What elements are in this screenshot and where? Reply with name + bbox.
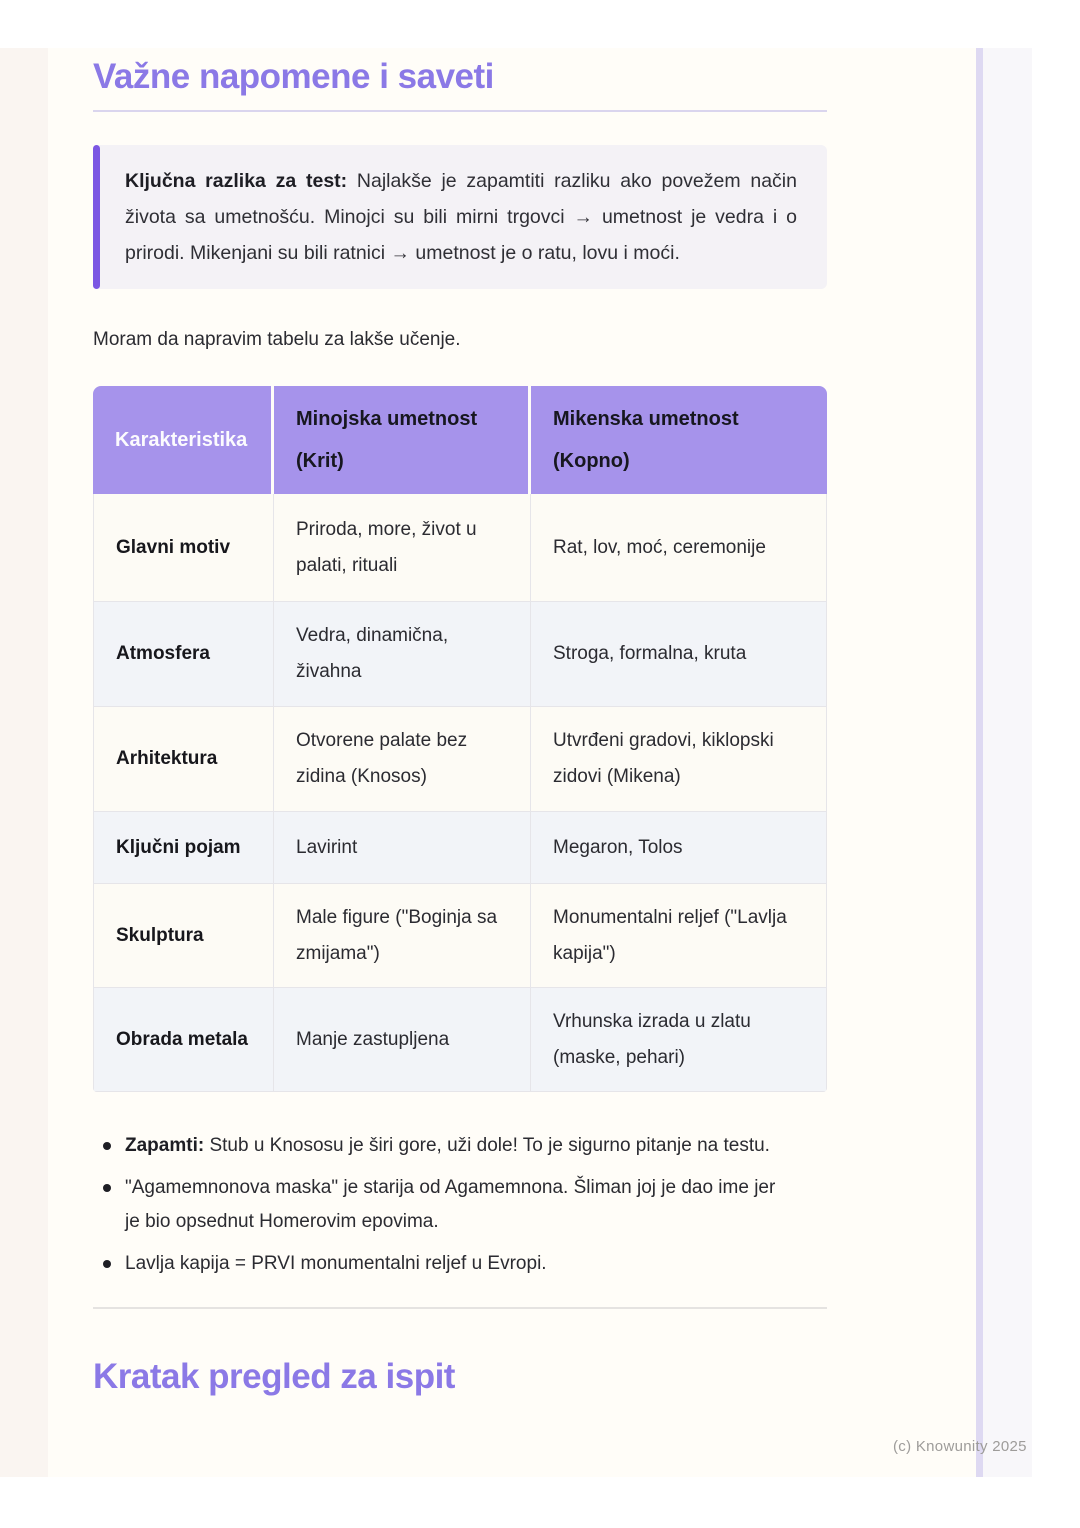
page-content [93, 48, 827, 1397]
header-sublabel: (Kopno) [553, 450, 630, 472]
page-edge-line [976, 48, 983, 1477]
table-cell-minoan: Vedra, dinamična, živahna [274, 602, 531, 707]
list-item [93, 1171, 787, 1239]
table-cell-feature: Arhitektura [93, 707, 274, 812]
header-sublabel: (Krit) [296, 450, 344, 472]
header-label: Mikenska umetnost [553, 408, 739, 430]
table-row [93, 988, 827, 1092]
table-row [93, 812, 827, 884]
notes-list [93, 1129, 827, 1281]
table-cell-mycenaean: Vrhunska izrada u zlatu (maske, pehari) [531, 988, 827, 1092]
table-row [93, 494, 827, 602]
callout-body: Najlakše je zapamtiti razliku ako povežem način života sa umetnošću. Minojci su bili mirni trgovci → umetnost je vedra i o prirodi. Mikenjani su bili ratnici → umetnost je o ratu, lovu i moći. [125, 170, 797, 264]
list-item-text: "Agamemnonova maska" je starija od Agamemnona. Šliman joj je dao ime jer je bio opsednut Homerovim epovima. [125, 1177, 776, 1232]
list-item-text: Lavlja kapija = PRVI monumentalni reljef u Evropi. [125, 1253, 547, 1274]
table-cell-mycenaean: Megaron, Tolos [531, 812, 827, 884]
bullet-icon [103, 1260, 111, 1268]
list-item [93, 1247, 787, 1281]
page-left-shade [0, 48, 48, 1477]
comparison-table-wrapper [93, 386, 827, 1092]
table-cell-minoan: Male figure ("Boginja sa zmijama") [274, 884, 531, 988]
callout-box [93, 145, 827, 289]
table-cell-feature: Glavni motiv [93, 494, 274, 602]
section-divider [93, 1307, 827, 1309]
table-header-row [93, 386, 827, 494]
table-cell-minoan: Manje zastupljena [274, 988, 531, 1092]
callout-label: Ključna razlika za test: [125, 170, 348, 192]
header-label: Karakteristika [115, 429, 248, 451]
table-cell-feature: Atmosfera [93, 602, 274, 707]
table-cell-feature: Ključni pojam [93, 812, 274, 884]
table-cell-feature: Skulptura [93, 884, 274, 988]
section-title-review: Kratak pregled za ispit [93, 1357, 455, 1396]
bullet-icon [103, 1142, 111, 1150]
title-divider [93, 110, 827, 112]
table-cell-minoan: Otvorene palate bez zidina (Knosos) [274, 707, 531, 812]
table-cell-mycenaean: Rat, lov, moć, ceremonije [531, 494, 827, 602]
comparison-table [93, 386, 827, 1092]
table-row [93, 602, 827, 707]
table-cell-minoan: Priroda, more, život u palati, rituali [274, 494, 531, 602]
intro-paragraph: Moram da napravim tabelu za lakše učenje. [93, 329, 461, 350]
list-item-text: Stub u Knososu je širi gore, uži dole! To je sigurno pitanje na testu. [204, 1135, 770, 1156]
table-cell-feature: Obrada metala [93, 988, 274, 1092]
callout-text [125, 163, 797, 271]
table-header-cell-mycenaean [531, 386, 827, 494]
copyright-watermark: (c) Knowunity 2025 [893, 1438, 1027, 1455]
header-label: Minojska umetnost [296, 408, 478, 430]
callout-accent-bar [93, 145, 100, 289]
table-cell-mycenaean: Stroga, formalna, kruta [531, 602, 827, 707]
table-cell-minoan: Lavirint [274, 812, 531, 884]
table-header-cell-feature [93, 386, 274, 494]
right-margin-strip [983, 48, 1032, 1477]
list-item-label: Zapamti: [125, 1135, 205, 1156]
list-item [93, 1129, 787, 1163]
table-row [93, 884, 827, 988]
section-title-notes: Važne napomene i saveti [93, 57, 494, 96]
table-row [93, 707, 827, 812]
bullet-icon [103, 1184, 111, 1192]
table-cell-mycenaean: Utvrđeni gradovi, kiklopski zidovi (Mikena) [531, 707, 827, 812]
table-cell-mycenaean: Monumentalni reljef ("Lavlja kapija") [531, 884, 827, 988]
table-header-cell-minoan [274, 386, 531, 494]
